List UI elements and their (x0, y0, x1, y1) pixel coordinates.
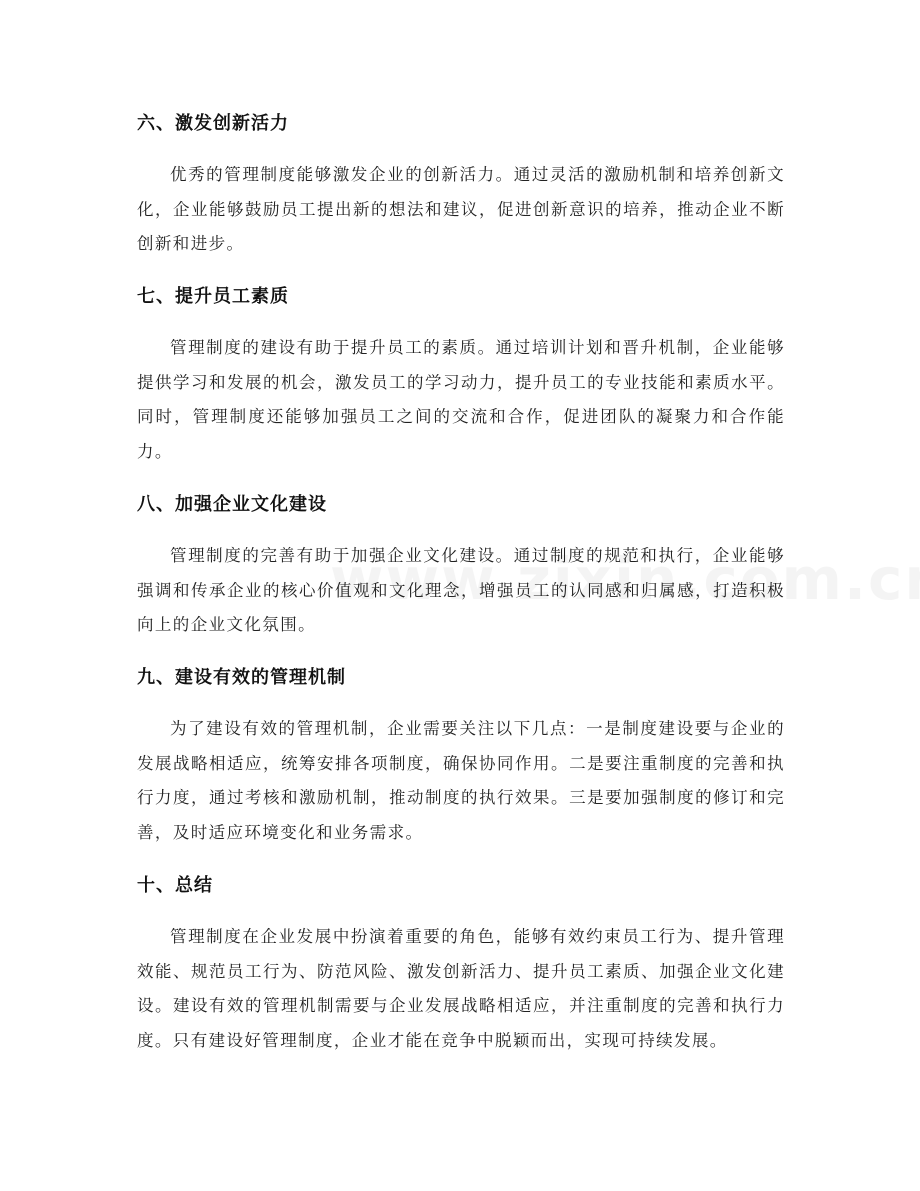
section-heading: 八、加强企业文化建设 (137, 494, 327, 515)
section-10 (137, 874, 785, 1058)
section-heading: 六、激发创新活力 (137, 113, 289, 134)
section-paragraph: 管理制度在企业发展中扮演着重要的角色，能够有效约束员工行为、提升管理效能、规范员工行为、防范风险、激发创新活力、提升员工素质、加强企业文化建设。建设有效的管理机制需要与企业发展战略相适应，并注重制度的完善和执行力度。只有建设好管理制度，企业才能在竞争中脱颖而出，实现可持续发展。 (137, 927, 785, 1050)
section-paragraph: 优秀的管理制度能够激发企业的创新活力。通过灵活的激励机制和培养创新文化，企业能够鼓励员工提出新的想法和建议，促进创新意识的培养，推动企业不断创新和进步。 (137, 165, 785, 253)
section-paragraph: 为了建设有效的管理机制，企业需要关注以下几点：一是制度建设要与企业的发展战略相适应，统筹安排各项制度，确保协同作用。二是要注重制度的完善和执行力度，通过考核和激励机制，推动制度的执行效果。三是要加强制度的修订和完善，及时适应环境变化和业务需求。 (137, 719, 785, 842)
section-6 (137, 112, 785, 262)
section-8 (137, 493, 785, 643)
section-paragraph: 管理制度的完善有助于加强企业文化建设。通过制度的规范和执行，企业能够强调和传承企业的核心价值观和文化理念，增强员工的认同感和归属感，打造积极向上的企业文化氛围。 (137, 546, 785, 634)
section-heading: 九、建设有效的管理机制 (137, 667, 346, 688)
section-heading: 十、总结 (137, 875, 213, 896)
section-heading: 七、提升员工素质 (137, 286, 289, 307)
section-9 (137, 666, 785, 850)
section-7 (137, 285, 785, 469)
section-paragraph: 管理制度的建设有助于提升员工的素质。通过培训计划和晋升机制，企业能够提供学习和发展的机会，激发员工的学习动力，提升员工的专业技能和素质水平。同时，管理制度还能够加强员工之间的交流和合作，促进团队的凝聚力和合作能力。 (137, 338, 785, 461)
